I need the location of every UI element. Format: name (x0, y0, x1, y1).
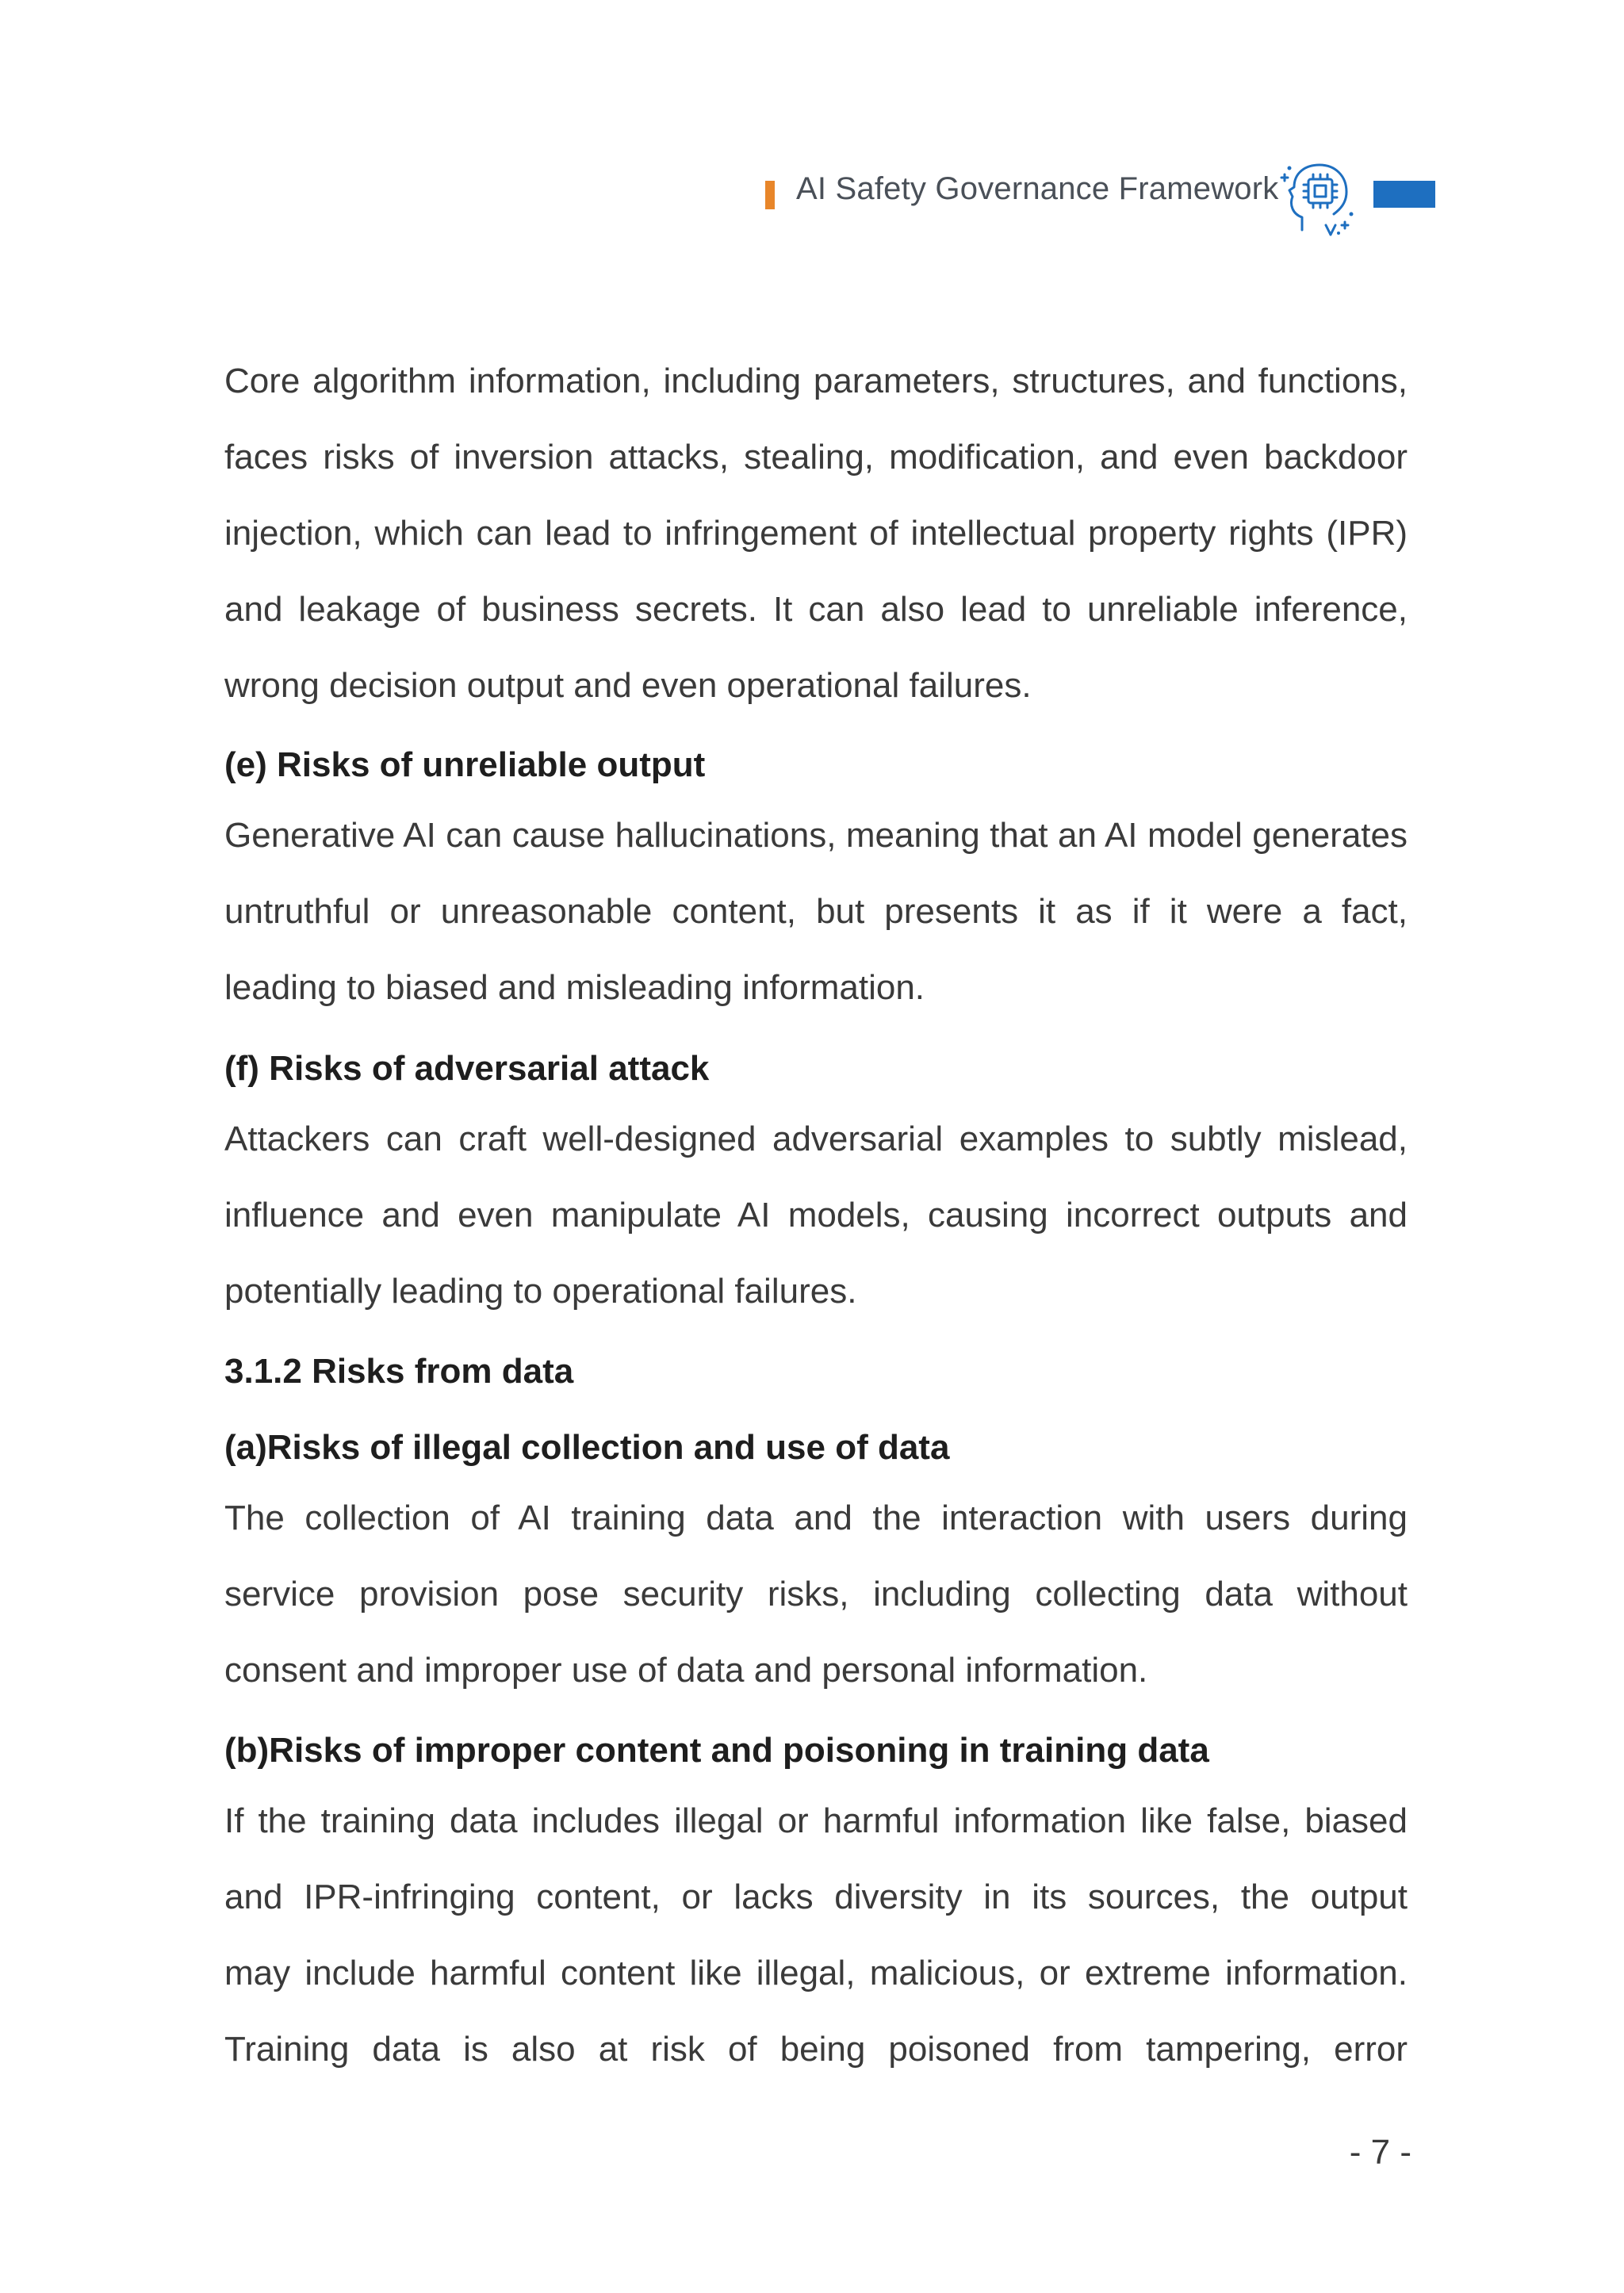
text-line: may include harmful content like illegal, malicious, or extreme information. (224, 1954, 1408, 1992)
header-title: AI Safety Governance Framework (796, 171, 1279, 206)
text-line: faces risks of inversion attacks, stealing, modification, and even backdoor (224, 438, 1408, 477)
text-line: leading to biased and misleading information. (224, 968, 925, 1007)
text-line: wrong decision output and even operational failures. (224, 666, 1032, 705)
text-line: The collection of AI training data and the interaction with users during (224, 1499, 1408, 1537)
text-line: Core algorithm information, including parameters, structures, and functions, (224, 362, 1408, 400)
text-line: Training data is also at risk of being poisoned from tampering, error (224, 2030, 1408, 2069)
text-line: influence and even manipulate AI models, causing incorrect outputs and (224, 1196, 1408, 1235)
text-line: Generative AI can cause hallucinations, meaning that an AI model generates (224, 816, 1408, 855)
header-accent-bar (765, 181, 775, 209)
text-line: and leakage of business secrets. It can also lead to unreliable inference, (224, 590, 1408, 629)
text-line: and IPR-infringing content, or lacks diversity in its sources, the output (224, 1878, 1408, 1916)
section-heading-risks-from-data: 3.1.2 Risks from data (224, 1352, 574, 1391)
text-line: Attackers can craft well-designed adversarial examples to subtly mislead, (224, 1120, 1408, 1158)
section-heading-training-data-poisoning: (b)Risks of improper content and poisoning in training data (224, 1731, 1209, 1770)
text-line: service provision pose security risks, including collecting data without (224, 1575, 1408, 1614)
section-heading-illegal-collection: (a)Risks of illegal collection and use of data (224, 1428, 950, 1467)
text-line: If the training data includes illegal or harmful information like false, biased (224, 1801, 1408, 1840)
text-line: potentially leading to operational failures. (224, 1272, 857, 1311)
header-brand-block (1373, 181, 1435, 208)
section-heading-adversarial-attack: (f) Risks of adversarial attack (224, 1049, 710, 1088)
ai-head-chip-icon (1278, 159, 1356, 238)
text-line: injection, which can lead to infringement of intellectual property rights (IPR) (224, 514, 1408, 553)
section-heading-unreliable-output: (e) Risks of unreliable output (224, 745, 706, 784)
running-header (0, 159, 1624, 246)
text-line: untruthful or unreasonable content, but presents it as if it were a fact, (224, 892, 1408, 931)
text-line: consent and improper use of data and personal information. (224, 1651, 1148, 1690)
page-number: - 7 - (1349, 2133, 1411, 2172)
